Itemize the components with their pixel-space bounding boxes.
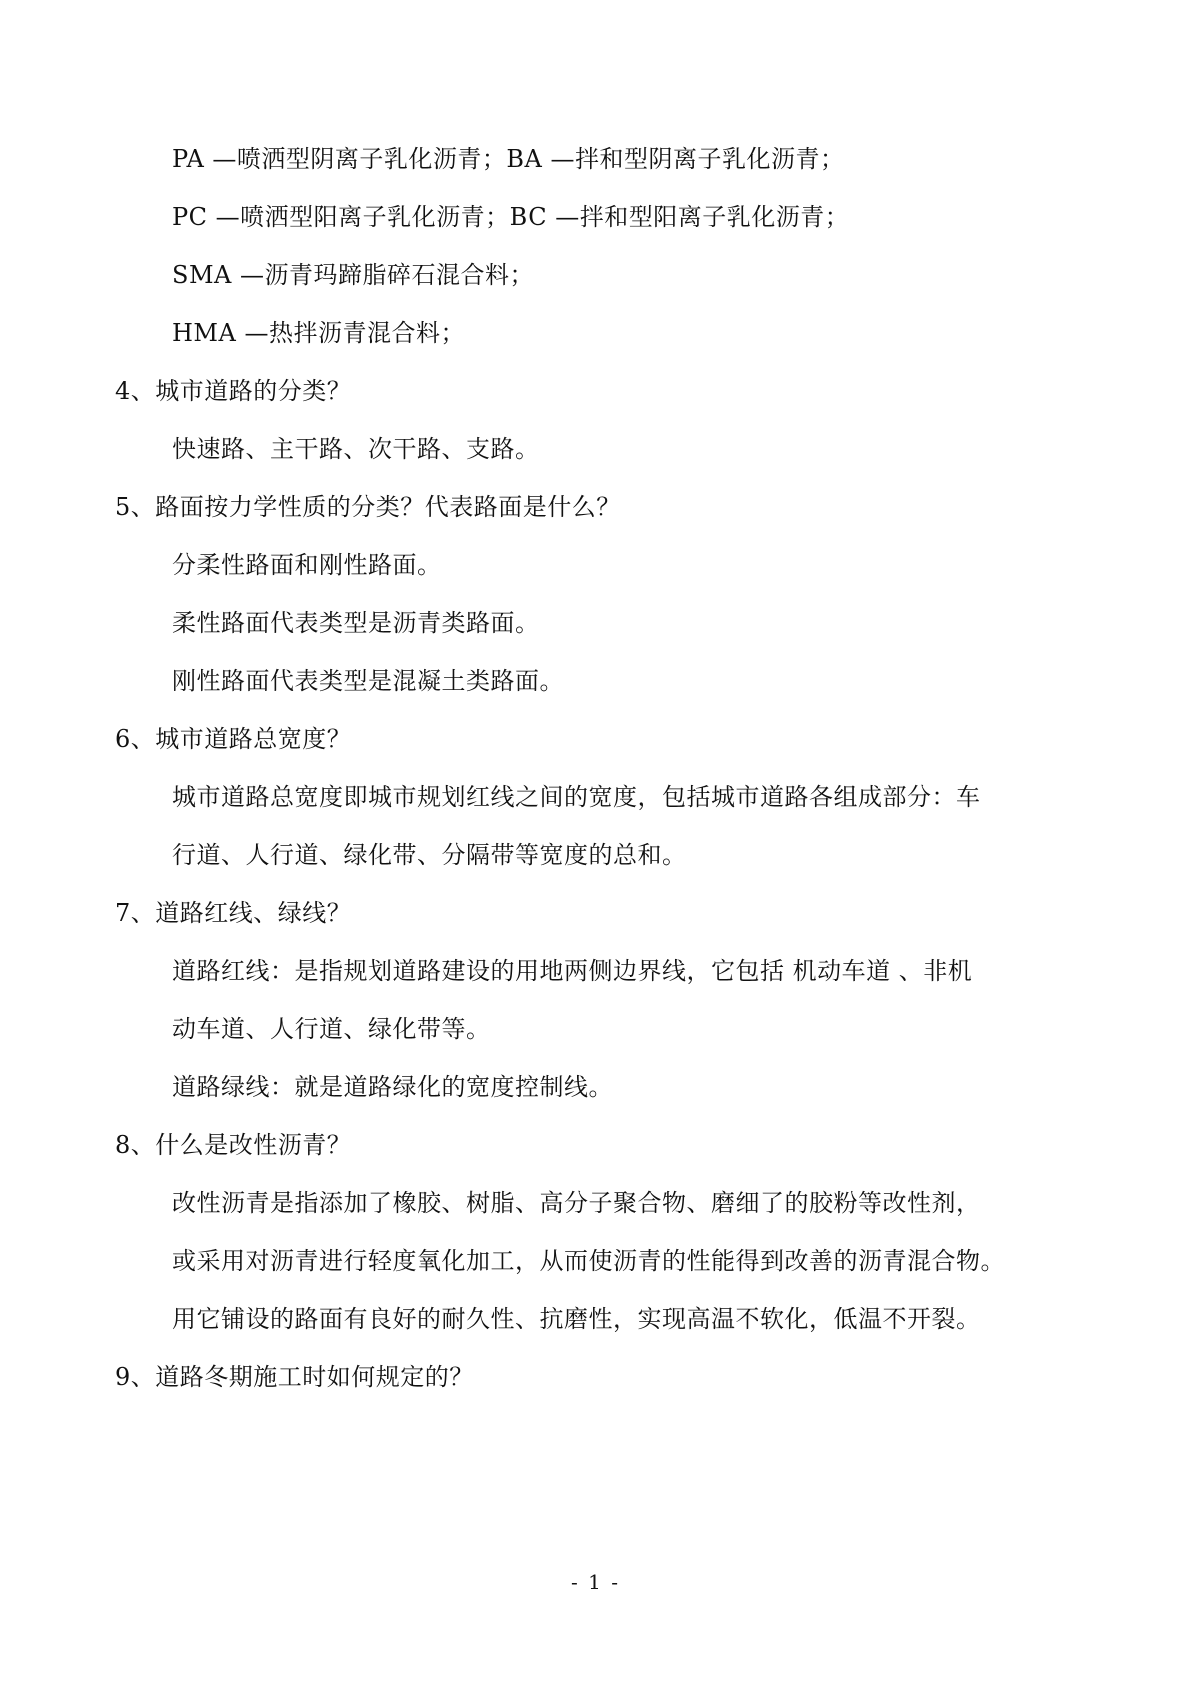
answer-line: 刚性路面代表类型是混凝土类路面。 (172, 667, 564, 695)
answer-line: 或采用对沥青进行轻度氧化加工，从而使沥青的性能得到改善的沥青混合物。 (172, 1247, 1005, 1275)
answer-line: 动车道、人行道、绿化带等。 (172, 1015, 491, 1043)
answer-line: 用它铺设的路面有良好的耐久性、抗磨性，实现高温不软化，低温不开裂。 (172, 1305, 981, 1333)
page-number: - 1 - (571, 1570, 620, 1594)
question-heading: 9、道路冬期施工时如何规定的？ (115, 1363, 474, 1391)
answer-line: 道路绿线：就是道路绿化的宽度控制线。 (172, 1073, 613, 1101)
abbreviation-line: SMA —沥青玛蹄脂碎石混合料； (172, 261, 534, 289)
answer-line: 快速路、主干路、次干路、支路。 (172, 435, 540, 463)
answer-line: 道路红线：是指规划道路建设的用地两侧边界线，它包括 机动车道 、非机 (172, 957, 973, 985)
abbreviation-line: PA —喷洒型阴离子乳化沥青；BA —拌和型阴离子乳化沥青； (172, 145, 845, 173)
abbreviation-line: HMA —热拌沥青混合料； (172, 319, 465, 347)
question-heading: 8、什么是改性沥青？ (115, 1131, 352, 1159)
question-heading: 7、道路红线、绿线？ (115, 899, 352, 927)
abbreviation-line: PC —喷洒型阳离子乳化沥青；BC —拌和型阳离子乳化沥青； (172, 203, 850, 231)
question-heading: 5、路面按力学性质的分类？代表路面是什么？ (115, 493, 621, 521)
answer-line: 柔性路面代表类型是沥青类路面。 (172, 609, 540, 637)
answer-line: 城市道路总宽度即城市规划红线之间的宽度，包括城市道路各组成部分：车 (172, 783, 981, 811)
question-heading: 6、城市道路总宽度？ (115, 725, 352, 753)
answer-line: 行道、人行道、绿化带、分隔带等宽度的总和。 (172, 841, 687, 869)
answer-line: 改性沥青是指添加了橡胶、树脂、高分子聚合物、磨细了的胶粉等改性剂， (172, 1189, 981, 1217)
question-heading: 4、城市道路的分类？ (115, 377, 352, 405)
answer-line: 分柔性路面和刚性路面。 (172, 551, 442, 579)
